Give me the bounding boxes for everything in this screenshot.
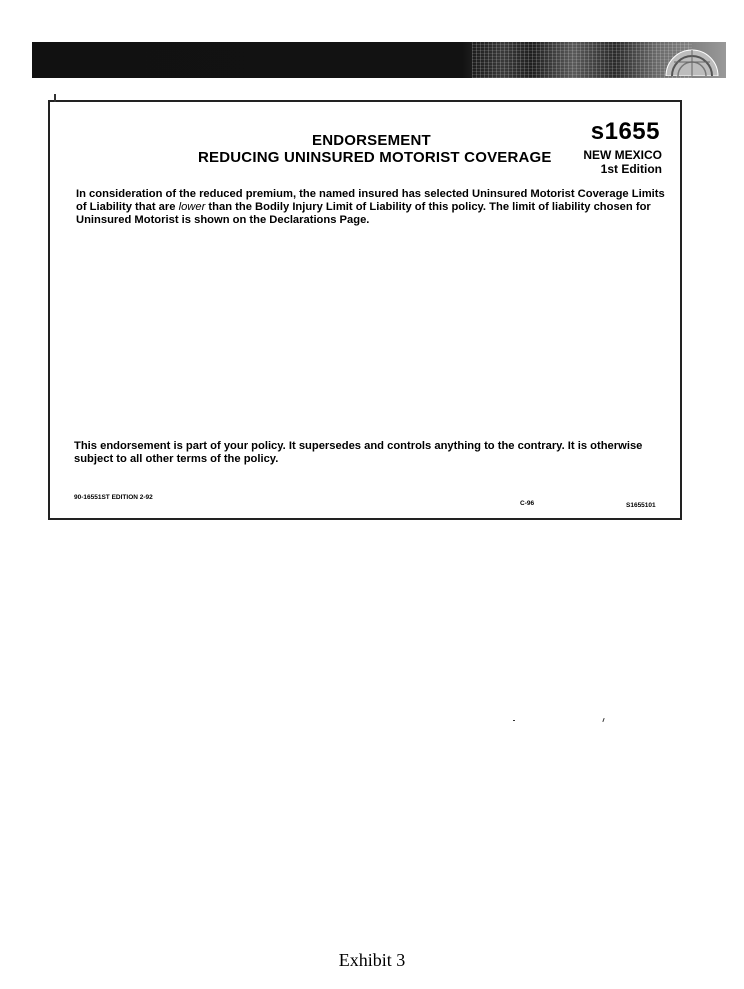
- endorsement-subheading: REDUCING UNINSURED MOTORIST COVERAGE: [198, 149, 552, 166]
- footer-form-code: S1655101: [626, 502, 656, 509]
- closing-paragraph: This endorsement is part of your policy. It supersedes and controls anything to the contrary. It is otherwise subject to all other terms of the policy.: [74, 440, 643, 465]
- endorsement-heading: ENDORSEMENT: [312, 132, 431, 149]
- banner-texture: [472, 42, 692, 78]
- top-banner: [32, 42, 726, 78]
- consideration-paragraph: [76, 188, 668, 226]
- body-text-emphasis: lower: [178, 200, 206, 213]
- footer-page-code: C-96: [520, 500, 535, 507]
- form-number: s1655: [590, 118, 660, 145]
- scan-speck: [513, 720, 515, 721]
- edition-label: 1st Edition: [600, 162, 662, 176]
- state-name: NEW MEXICO: [583, 148, 662, 162]
- exhibit-label: Exhibit 3: [338, 950, 406, 970]
- scan-speck: [602, 718, 604, 722]
- footer-edition-code: 90-16551ST EDITION 2-92: [74, 494, 153, 501]
- company-emblem-icon: [662, 44, 722, 76]
- endorsement-form: [48, 100, 682, 520]
- body-text-part2: than the Bodily Injury Limit of Liability of this policy. The limit of liability chosen for Uninsured Motorist is shown on the Declarations Page.: [76, 200, 651, 226]
- body-text-part1: In consideration of the reduced premium, the named insured has selected Uninsured Motorist Coverage Limits of Liability that are: [76, 188, 665, 213]
